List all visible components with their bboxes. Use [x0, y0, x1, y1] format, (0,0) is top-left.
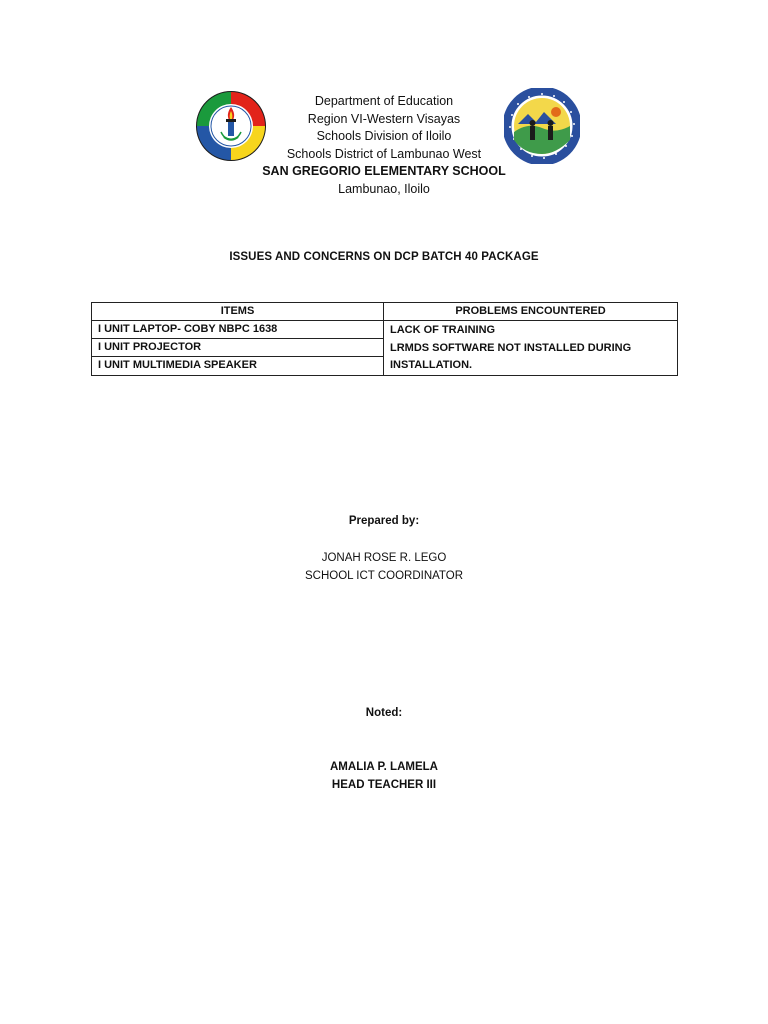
signatory-name: AMALIA P. LAMELA: [330, 761, 438, 773]
letterhead: [240, 93, 528, 198]
document-title: ISSUES AND CONCERNS ON DCP BATCH 40 PACKAGE: [229, 251, 539, 263]
department-name: Department of Education: [314, 94, 454, 108]
item-cell: I UNIT PROJECTOR: [92, 339, 384, 357]
problem-line: LRMDS SOFTWARE NOT INSTALLED DURING: [390, 341, 632, 354]
noted-signatory: [0, 758, 768, 794]
signatory-position: HEAD TEACHER III: [331, 779, 437, 791]
school-address: Lambunao, Iloilo: [338, 181, 430, 196]
problem-line: LACK OF TRAINING: [390, 324, 496, 336]
table-header-row: [92, 303, 678, 321]
school-name: SAN GREGORIO ELEMENTARY SCHOOL: [262, 164, 506, 178]
signatory-name: JONAH ROSE R. LEGO: [321, 552, 447, 564]
issues-table: [91, 302, 678, 376]
item-cell: I UNIT MULTIMEDIA SPEAKER: [92, 357, 384, 375]
problem-line: INSTALLATION.: [390, 359, 473, 371]
problems-cell: [384, 321, 678, 376]
item-cell: I UNIT LAPTOP- COBY NBPC 1638: [92, 321, 384, 339]
division-name: Schools Division of Iloilo: [316, 129, 452, 143]
noted-label: Noted:: [365, 707, 403, 719]
prepared-by-label: Prepared by:: [348, 515, 420, 527]
column-header-items: ITEMS: [92, 303, 384, 321]
district-name: Schools District of Lambunao West: [286, 146, 482, 161]
table-row: [92, 321, 678, 339]
column-header-problems: PROBLEMS ENCOUNTERED: [384, 303, 678, 321]
school-seal-icon: [504, 88, 580, 164]
region-name: Region VI-Western Visayas: [307, 111, 461, 126]
prepared-by-signatory: [0, 549, 768, 585]
signatory-position: SCHOOL ICT COORDINATOR: [304, 570, 464, 582]
